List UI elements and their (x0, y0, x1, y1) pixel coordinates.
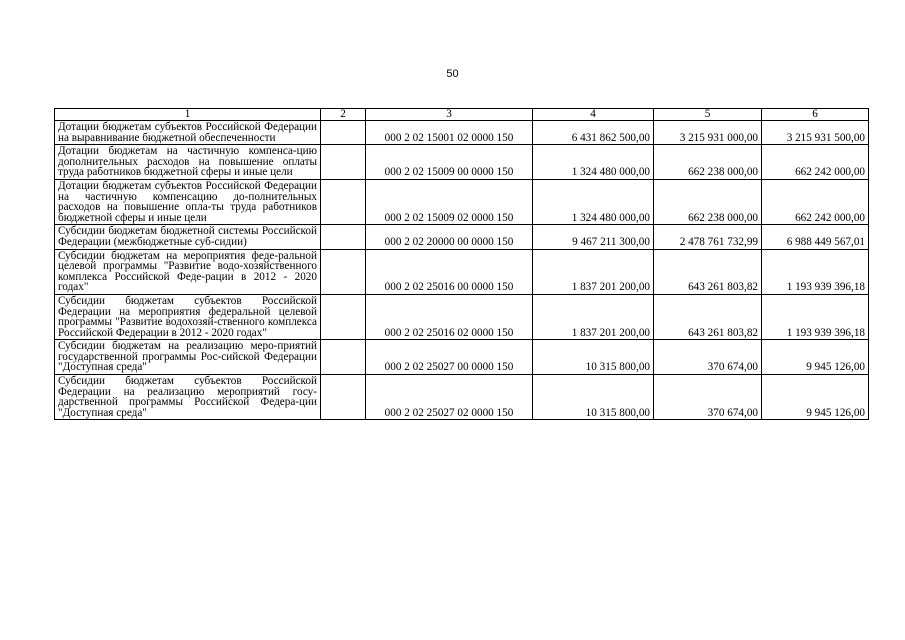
table-row (55, 225, 869, 249)
row-value-4: 1 324 480 000,00 (533, 145, 654, 180)
row-value-4: 9 467 211 300,00 (533, 225, 654, 249)
row-value-5: 643 261 803,82 (654, 294, 762, 339)
row-code: 000 2 02 20000 00 0000 150 (366, 225, 533, 249)
row-col2 (321, 340, 366, 375)
row-code: 000 2 02 15001 02 0000 150 (366, 121, 533, 145)
row-value-5: 370 674,00 (654, 375, 762, 420)
row-value-6: 9 945 126,00 (762, 340, 869, 375)
row-value-5: 2 478 761 732,99 (654, 225, 762, 249)
table-row (55, 375, 869, 420)
table-row (55, 145, 869, 180)
header-row (55, 109, 869, 121)
row-value-6: 662 242 000,00 (762, 145, 869, 180)
row-value-4: 1 324 480 000,00 (533, 179, 654, 224)
row-col2 (321, 145, 366, 180)
row-col2 (321, 249, 366, 294)
row-col2 (321, 179, 366, 224)
table-row (55, 249, 869, 294)
row-name: Субсидии бюджетам субъектов Российской Федерации на реализацию мероприятий госу-дарственной программы Российской Федера-ции "Доступная среда" (55, 375, 321, 420)
row-name: Дотации бюджетам на частичную компенса-цию дополнительных расходов на повышение оплаты труда работников бюджетной сферы и иные цели (55, 145, 321, 180)
column-header-6: 6 (762, 109, 869, 121)
row-value-5: 3 215 931 000,00 (654, 121, 762, 145)
row-value-4: 10 315 800,00 (533, 375, 654, 420)
row-value-5: 370 674,00 (654, 340, 762, 375)
row-value-5: 662 238 000,00 (654, 179, 762, 224)
table-row (55, 121, 869, 145)
row-value-6: 1 193 939 396,18 (762, 294, 869, 339)
row-col2 (321, 225, 366, 249)
row-name: Субсидии бюджетам бюджетной системы Российской Федерации (межбюджетные суб-сидии) (55, 225, 321, 249)
row-name: Субсидии бюджетам на мероприятия феде-ральной целевой программы "Развитие водо-хозяйственного комплекса Российской Феде-рации в 2012 - 2020 годах" (55, 249, 321, 294)
row-value-4: 1 837 201 200,00 (533, 294, 654, 339)
budget-table (54, 108, 869, 420)
row-code: 000 2 02 15009 00 0000 150 (366, 145, 533, 180)
row-name: Субсидии бюджетам на реализацию меро-приятий государственной программы Рос-сийской Федерации "Доступная среда" (55, 340, 321, 375)
row-value-4: 1 837 201 200,00 (533, 249, 654, 294)
row-value-6: 6 988 449 567,01 (762, 225, 869, 249)
row-name: Дотации бюджетам субъектов Российской Федерации на выравнивание бюджетной обеспеченности (55, 121, 321, 145)
row-name: Дотации бюджетам субъектов Российской Федерации на частичную компенсацию до-полнительных расходов на повышение опла-ты труда работников бюджетной сферы и иные цели (55, 179, 321, 224)
table-row (55, 294, 869, 339)
table-row (55, 340, 869, 375)
row-value-6: 3 215 931 500,00 (762, 121, 869, 145)
column-header-2: 2 (321, 109, 366, 121)
row-col2 (321, 121, 366, 145)
row-col2 (321, 375, 366, 420)
row-col2 (321, 294, 366, 339)
column-header-4: 4 (533, 109, 654, 121)
row-code: 000 2 02 15009 02 0000 150 (366, 179, 533, 224)
table-row (55, 179, 869, 224)
row-code: 000 2 02 25027 02 0000 150 (366, 375, 533, 420)
row-value-5: 662 238 000,00 (654, 145, 762, 180)
row-value-4: 6 431 862 500,00 (533, 121, 654, 145)
row-value-6: 1 193 939 396,18 (762, 249, 869, 294)
row-value-6: 662 242 000,00 (762, 179, 869, 224)
row-value-6: 9 945 126,00 (762, 375, 869, 420)
column-header-3: 3 (366, 109, 533, 121)
row-code: 000 2 02 25016 02 0000 150 (366, 294, 533, 339)
row-value-5: 643 261 803,82 (654, 249, 762, 294)
column-header-1: 1 (55, 109, 321, 121)
column-header-5: 5 (654, 109, 762, 121)
row-value-4: 10 315 800,00 (533, 340, 654, 375)
row-name: Субсидии бюджетам субъектов Российской Федерации на мероприятия федеральной целевой программы "Развитие водохозяй-ственного комплекса Российской Федерации в 2012 - 2020 годах" (55, 294, 321, 339)
row-code: 000 2 02 25027 00 0000 150 (366, 340, 533, 375)
page-number: 50 (446, 68, 459, 80)
row-code: 000 2 02 25016 00 0000 150 (366, 249, 533, 294)
